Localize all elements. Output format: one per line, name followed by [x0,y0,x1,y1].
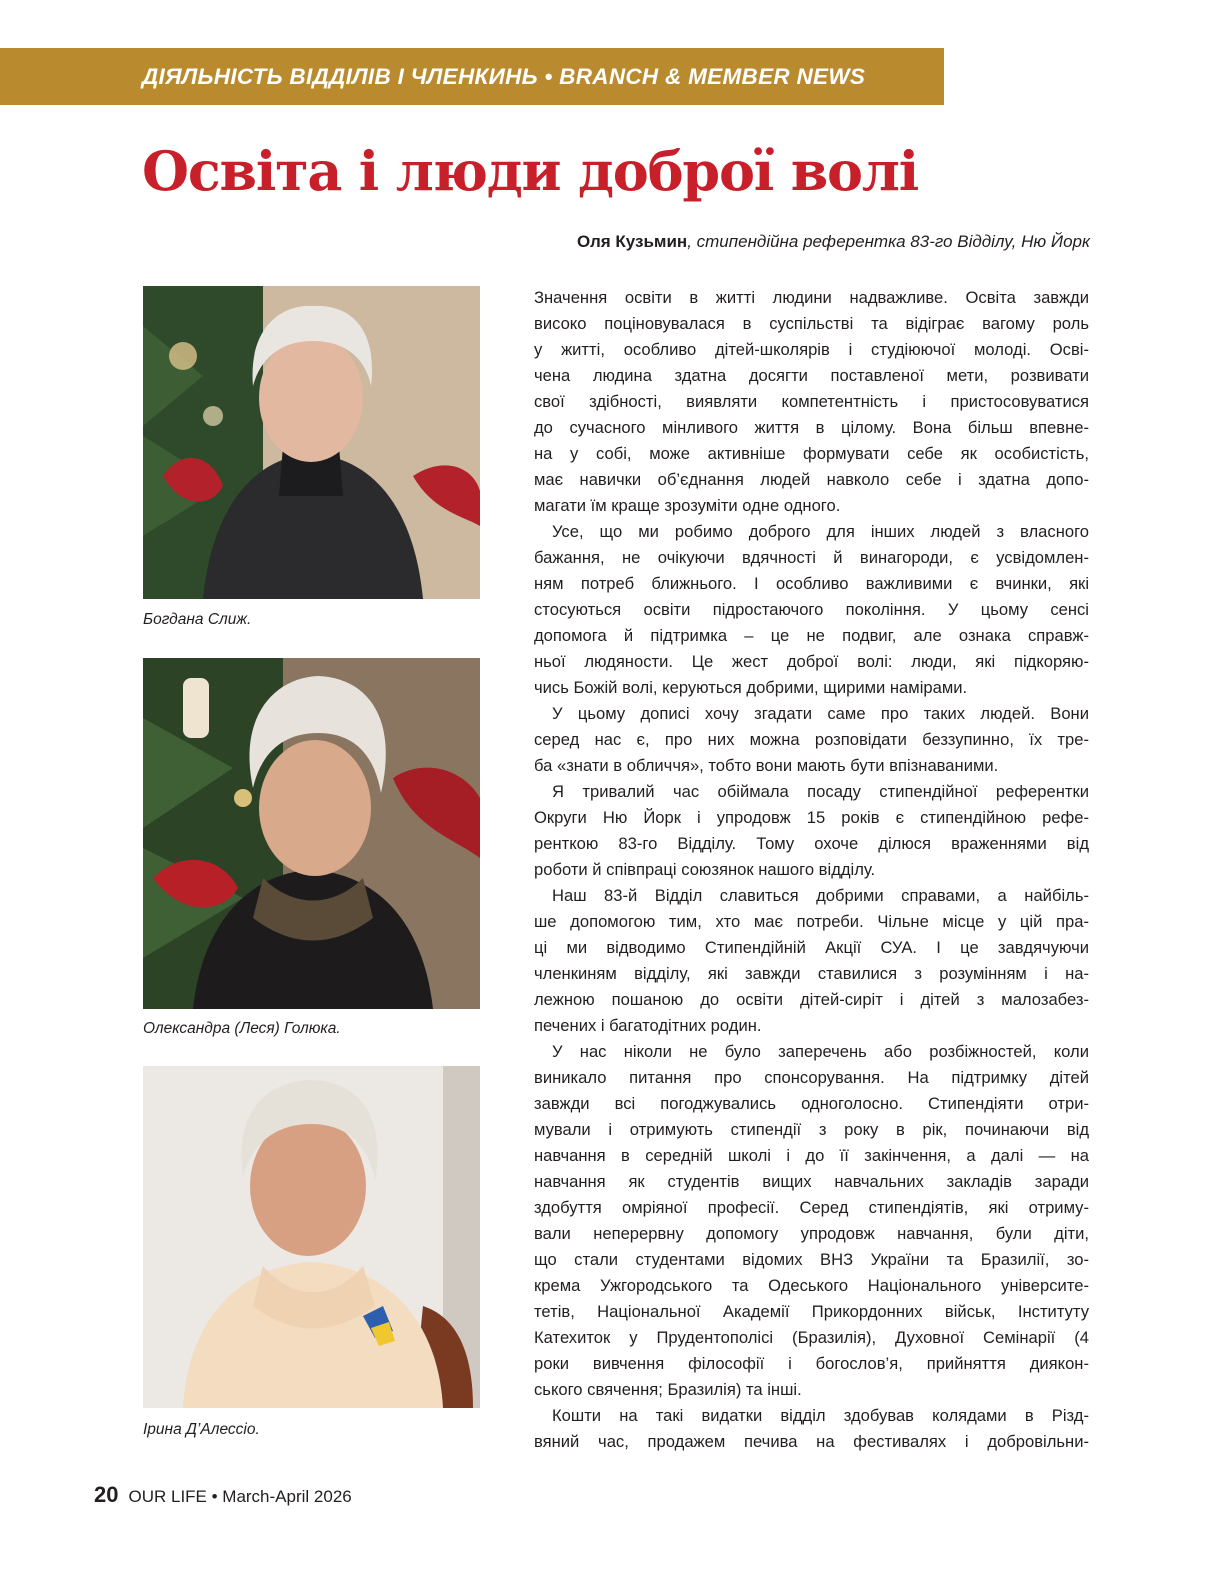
article-line: бажання, не очікуючи вдячності й винагороди, є усвідомлен- [534,548,1089,567]
portrait-image [143,658,480,1009]
photo-iryna-dalessio [143,1066,480,1408]
article-line: Катехиток у Прудентополісі (Бразилія), Духовної Семінарії (4 [534,1328,1089,1347]
section-label: ДІЯЛЬНІСТЬ ВІДДІЛІВ І ЧЛЕНКИНЬ • BRANCH & MEMBER NEWS [142,64,866,89]
article-line: У цьому дописі хочу згадати саме про таких людей. Вони [552,704,1089,723]
photo-caption-3: Ірина Д’Алессіо. [143,1421,260,1438]
article-line: Усе, що ми робимо доброго для інших людей з власного [552,522,1089,541]
article-line: ці ми відводимо Стипендійній Акції СУА. І це завдячуючи [534,938,1089,957]
article-line: на у собі, може активніше формувати себе як особистість, [534,444,1089,463]
article-body [534,285,1089,1455]
article-line: виникало питання про спонсорування. На підтримку дітей [534,1068,1089,1087]
portrait-image [143,1066,480,1408]
article-line: навчання в середній школі і до її закінчення, а далі — на [534,1146,1089,1165]
article-line: допомога й підтримка – це не подвиг, але ознака справж- [534,626,1089,645]
article-line: ського свячення; Бразилія) та інші. [534,1380,802,1399]
article-line: магати їм краще зрозуміти одне одного. [534,496,841,515]
article-line: свої здібності, виявляти компетентність і пристосовуватися [534,392,1089,411]
article-title: Освіта і люди доброї волі [142,139,919,203]
article-line: ренткою 83-го Відділу. Тому охоче ділюся враженнями від [534,834,1089,853]
page-number: 20 [94,1482,119,1507]
article-line: Я тривалий час обіймала посаду стипендійної референтки [552,782,1089,801]
author-role: , стипендійна референтка 83-го Відділу, Ню Йорк [687,232,1090,251]
article-line: чена людина здатна досягти поставленої мети, розвивати [534,366,1089,385]
portrait-image [143,286,480,599]
article-line: що стали студентами відомих ВНЗ України та Бразилії, зо- [534,1250,1089,1269]
article-line: чись Божій волі, керуються добрими, щирими намірами. [534,678,968,697]
article-line: крема Ужгородського та Одеського Національного університе- [534,1276,1089,1295]
article-line: лежною пошаною до освіти дітей-сиріт і дітей з малозабез- [534,990,1089,1009]
article-line: У нас ніколи не було заперечень або розбіжностей, коли [552,1042,1089,1061]
photo-caption-2: Олександра (Леся) Голюка. [143,1020,341,1037]
photo-bohdana-slyzh [143,286,480,599]
author-name: Оля Кузьмин [576,232,688,251]
article-line: вяний час, продажем печива на фестивалях і добровільни- [534,1432,1089,1451]
article-line: мували і отримують стипендії з року в рік, починаючи від [534,1120,1089,1139]
article-line: має навички об’єднання людей навколо себе і здатна допо- [534,470,1089,489]
article-line: членкиням відділу, які завжди ставилися з розумінням і на- [534,964,1089,983]
article-line: ньої людяности. Це жест доброї волі: люди, які підкоряю- [534,652,1089,671]
article-line: завжди всі погоджувались одноголосно. Стипендіяти отри- [534,1094,1089,1113]
article-line: роботи й співпраці союзянок нашого відділу. [534,860,876,879]
byline [577,230,1090,254]
article-line: ба «знати в обличчя», тобто вони мають бути впізнаваними. [534,756,999,775]
photo-caption-1: Богдана Слиж. [143,611,252,628]
article-line: Округи Ню Йорк і упродовж 15 років є стипендійною рефе- [534,808,1089,827]
article-line: тетів, Національної Академії Прикордонних військ, Інституту [534,1302,1089,1321]
article-line: Наш 83-й Відділ славиться добрими справами, а найбіль- [552,886,1089,905]
article-line: ше допомогою тим, хто має потреби. Чільне місце у цій пра- [534,912,1089,931]
article-line: серед нас є, про них можна розповідати беззупинно, їх тре- [534,730,1089,749]
article-line: у житті, особливо дітей-школярів і студіюючої молоді. Осві- [534,340,1089,359]
page-footer [94,1481,352,1511]
photo-oleksandra-holiuka [143,658,480,1009]
article-line: здобуття омріяної професії. Серед стипендіятів, які отриму- [534,1198,1089,1217]
publication-name: OUR LIFE • March-April 2026 [128,1487,352,1506]
section-banner [0,48,944,105]
article-line: Кошти на такі видатки відділ здобував колядами в Різд- [552,1406,1089,1425]
article-line: роки вивчення філософії і богослов’я, прийняття диякон- [534,1354,1089,1373]
article-line: до сучасного мінливого життя в цілому. Вона більш впевне- [534,418,1089,437]
article-line: високо поціновувалася в суспільстві та відіграє вагому роль [534,314,1089,333]
article-line: стосуються освіти підростаючого покоління. У цьому сенсі [534,600,1089,619]
article-line: ням потреб ближнього. І особливо важливими є вчинки, які [534,574,1089,593]
article-line: навчання як студентів вищих навчальних закладів заради [534,1172,1089,1191]
article-line: Значення освіти в житті людини надважливе. Освіта завжди [534,288,1089,307]
article-line: печених і багатодітних родин. [534,1016,762,1035]
article-line: вали неперервну допомогу упродовж навчання, були діти, [534,1224,1089,1243]
